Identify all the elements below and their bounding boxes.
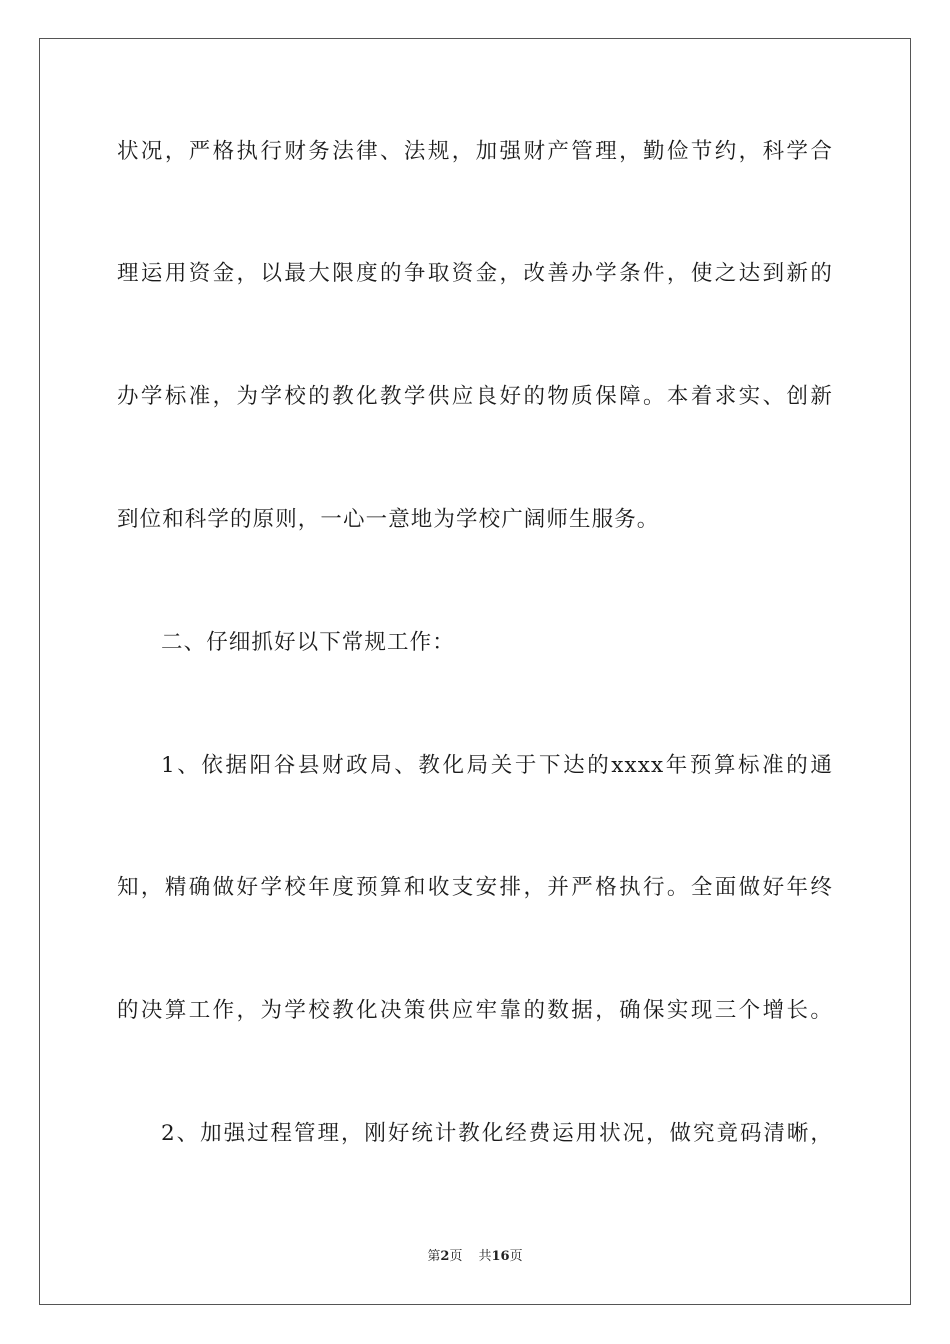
text-line: 理运用资金，以最大限度的争取资金，改善办学条件，使之达到新的	[117, 261, 833, 286]
text-line: 2、加强过程管理，刚好统计教化经费运用状况，做究竟码清晰，	[161, 1121, 833, 1146]
page-number: 2	[440, 1249, 450, 1264]
text-line: 办学标准，为学校的教化教学供应良好的物质保障。本着求实、创新	[117, 384, 833, 409]
section-heading: 二、仔细抓好以下常规工作：	[161, 630, 455, 655]
text-line: 1、依据阳谷县财政局、教化局关于下达的xxxx年预算标准的通	[161, 753, 833, 778]
text-line: 状况，严格执行财务法律、法规，加强财产管理，勤俭节约，科学合	[117, 139, 833, 164]
total-prefix: 共	[478, 1249, 492, 1264]
text-line: 到位和科学的原则，一心一意地为学校广阔师生服务。	[117, 507, 660, 532]
page-prefix: 第	[427, 1249, 441, 1264]
total-pages: 16	[491, 1249, 510, 1264]
page-border	[39, 38, 911, 1305]
page-footer	[0, 1248, 950, 1266]
page-suffix: 页	[449, 1249, 463, 1264]
total-suffix: 页	[509, 1249, 523, 1264]
text-line: 知，精确做好学校年度预算和收支安排，并严格执行。全面做好年终	[117, 875, 833, 900]
text-line: 的决算工作，为学校教化决策供应牢靠的数据，确保实现三个增长。	[117, 998, 833, 1023]
